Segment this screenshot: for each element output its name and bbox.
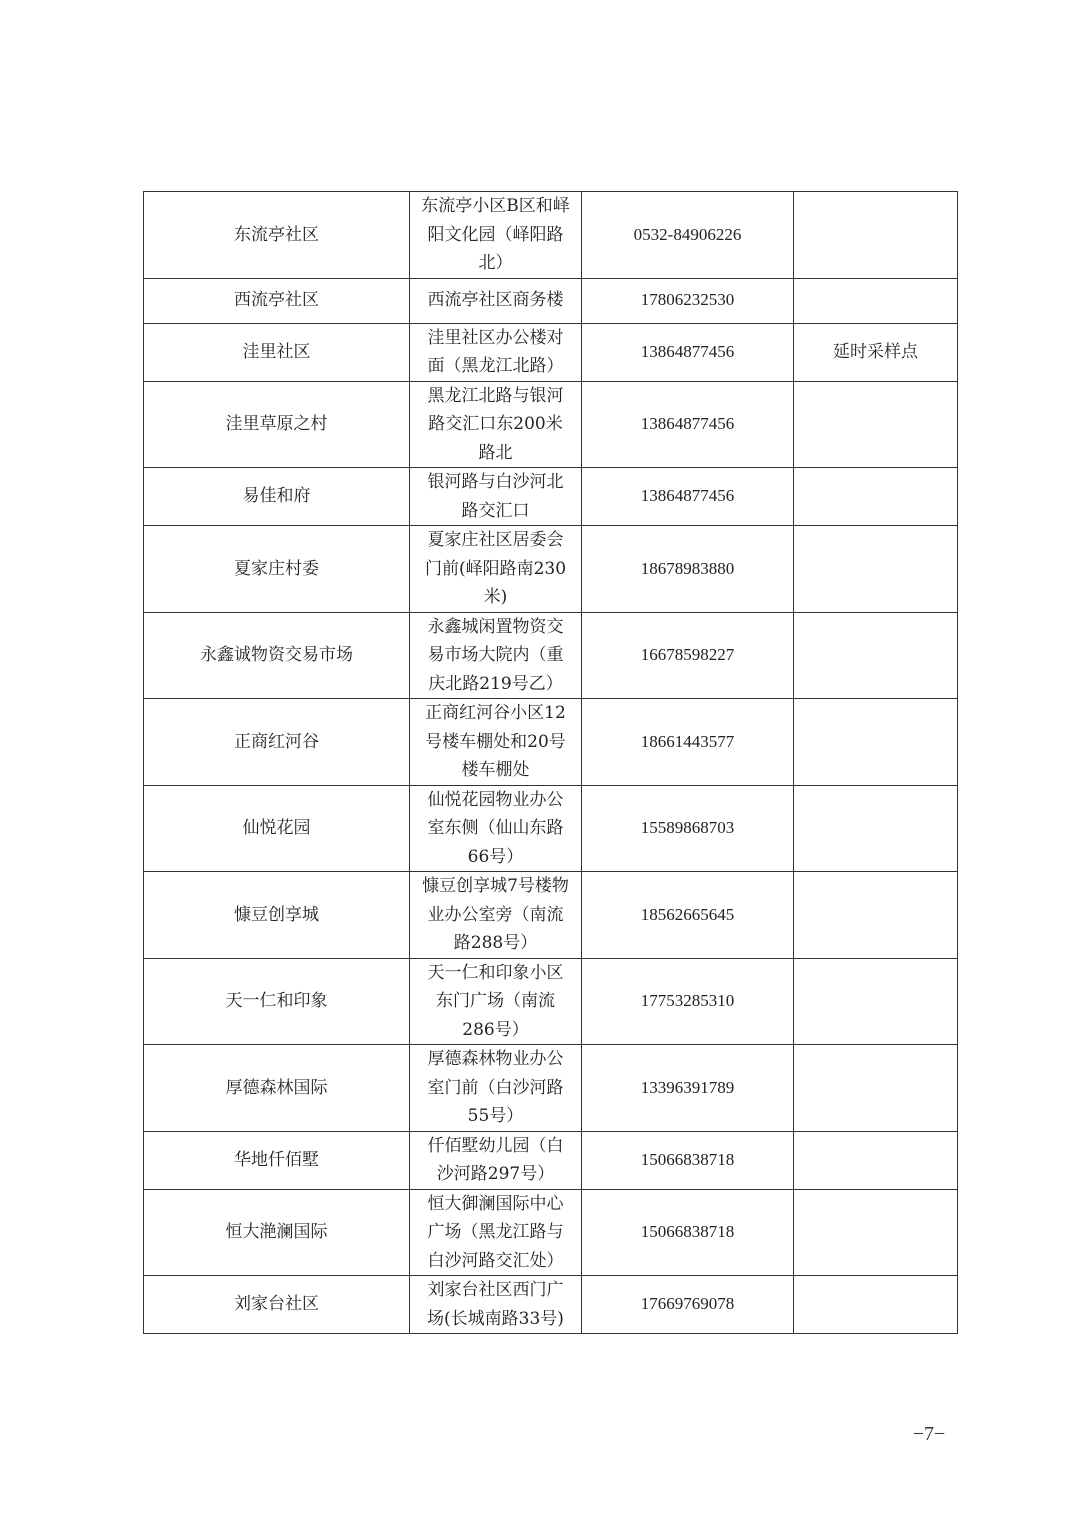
site-note <box>794 699 958 786</box>
site-address: 夏家庄社区居委会门前(峄阳路南230米) <box>410 526 582 613</box>
site-note <box>794 872 958 959</box>
contact-phone: 18661443577 <box>582 699 794 786</box>
contact-phone: 15066838718 <box>582 1131 794 1189</box>
sampling-site-table <box>143 191 958 1334</box>
site-name: 厚德森林国际 <box>144 1045 410 1132</box>
contact-phone: 18562665645 <box>582 872 794 959</box>
site-address: 慷豆创享城7号楼物业办公室旁（南流路288号） <box>410 872 582 959</box>
table-row <box>144 468 958 526</box>
site-address: 洼里社区办公楼对面（黑龙江北路） <box>410 323 582 381</box>
site-name: 慷豆创享城 <box>144 872 410 959</box>
site-name: 夏家庄村委 <box>144 526 410 613</box>
table-row <box>144 381 958 468</box>
contact-phone: 13864877456 <box>582 468 794 526</box>
table-row <box>144 612 958 699</box>
site-address: 正商红河谷小区12号楼车棚处和20号楼车棚处 <box>410 699 582 786</box>
site-name: 天一仁和印象 <box>144 958 410 1045</box>
table-row <box>144 872 958 959</box>
site-name: 东流亭社区 <box>144 192 410 279</box>
contact-phone: 13864877456 <box>582 381 794 468</box>
site-note <box>794 468 958 526</box>
contact-phone: 13864877456 <box>582 323 794 381</box>
table-row <box>144 1045 958 1132</box>
site-note <box>794 1276 958 1334</box>
site-note <box>794 785 958 872</box>
site-name: 永鑫诚物资交易市场 <box>144 612 410 699</box>
site-address: 刘家台社区西门广场(长城南路33号) <box>410 1276 582 1334</box>
site-address: 西流亭社区商务楼 <box>410 278 582 323</box>
contact-phone: 17806232530 <box>582 278 794 323</box>
site-note <box>794 1045 958 1132</box>
page-number: −7− <box>912 1423 946 1445</box>
site-address: 仙悦花园物业办公室东侧（仙山东路66号） <box>410 785 582 872</box>
table-row <box>144 1131 958 1189</box>
site-note <box>794 192 958 279</box>
contact-phone: 15066838718 <box>582 1189 794 1276</box>
site-name: 华地仟佰墅 <box>144 1131 410 1189</box>
site-address: 东流亭小区B区和峄阳文化园（峄阳路北） <box>410 192 582 279</box>
site-address: 天一仁和印象小区东门广场（南流286号） <box>410 958 582 1045</box>
site-note <box>794 278 958 323</box>
site-name: 仙悦花园 <box>144 785 410 872</box>
site-address: 银河路与白沙河北路交汇口 <box>410 468 582 526</box>
table-row <box>144 1276 958 1334</box>
site-note <box>794 958 958 1045</box>
site-address: 厚德森林物业办公室门前（白沙河路55号） <box>410 1045 582 1132</box>
site-address: 仟佰墅幼儿园（白沙河路297号） <box>410 1131 582 1189</box>
site-name: 西流亭社区 <box>144 278 410 323</box>
contact-phone: 0532-84906226 <box>582 192 794 279</box>
site-note <box>794 1189 958 1276</box>
table-row <box>144 1189 958 1276</box>
site-name: 洼里社区 <box>144 323 410 381</box>
site-note <box>794 526 958 613</box>
table-row <box>144 278 958 323</box>
table-row <box>144 526 958 613</box>
site-note <box>794 612 958 699</box>
contact-phone: 17669769078 <box>582 1276 794 1334</box>
contact-phone: 17753285310 <box>582 958 794 1045</box>
site-name: 恒大滟澜国际 <box>144 1189 410 1276</box>
table-row <box>144 192 958 279</box>
table-row <box>144 699 958 786</box>
site-note <box>794 1131 958 1189</box>
contact-phone: 16678598227 <box>582 612 794 699</box>
site-note <box>794 381 958 468</box>
site-note: 延时采样点 <box>794 323 958 381</box>
contact-phone: 15589868703 <box>582 785 794 872</box>
site-name: 洼里草原之村 <box>144 381 410 468</box>
table-row <box>144 958 958 1045</box>
table-row <box>144 785 958 872</box>
site-name: 易佳和府 <box>144 468 410 526</box>
site-name: 刘家台社区 <box>144 1276 410 1334</box>
contact-phone: 13396391789 <box>582 1045 794 1132</box>
site-address: 恒大御澜国际中心广场（黑龙江路与白沙河路交汇处） <box>410 1189 582 1276</box>
site-address: 黑龙江北路与银河路交汇口东200米路北 <box>410 381 582 468</box>
contact-phone: 18678983880 <box>582 526 794 613</box>
site-address: 永鑫城闲置物资交易市场大院内（重庆北路219号乙） <box>410 612 582 699</box>
table-row <box>144 323 958 381</box>
site-name: 正商红河谷 <box>144 699 410 786</box>
